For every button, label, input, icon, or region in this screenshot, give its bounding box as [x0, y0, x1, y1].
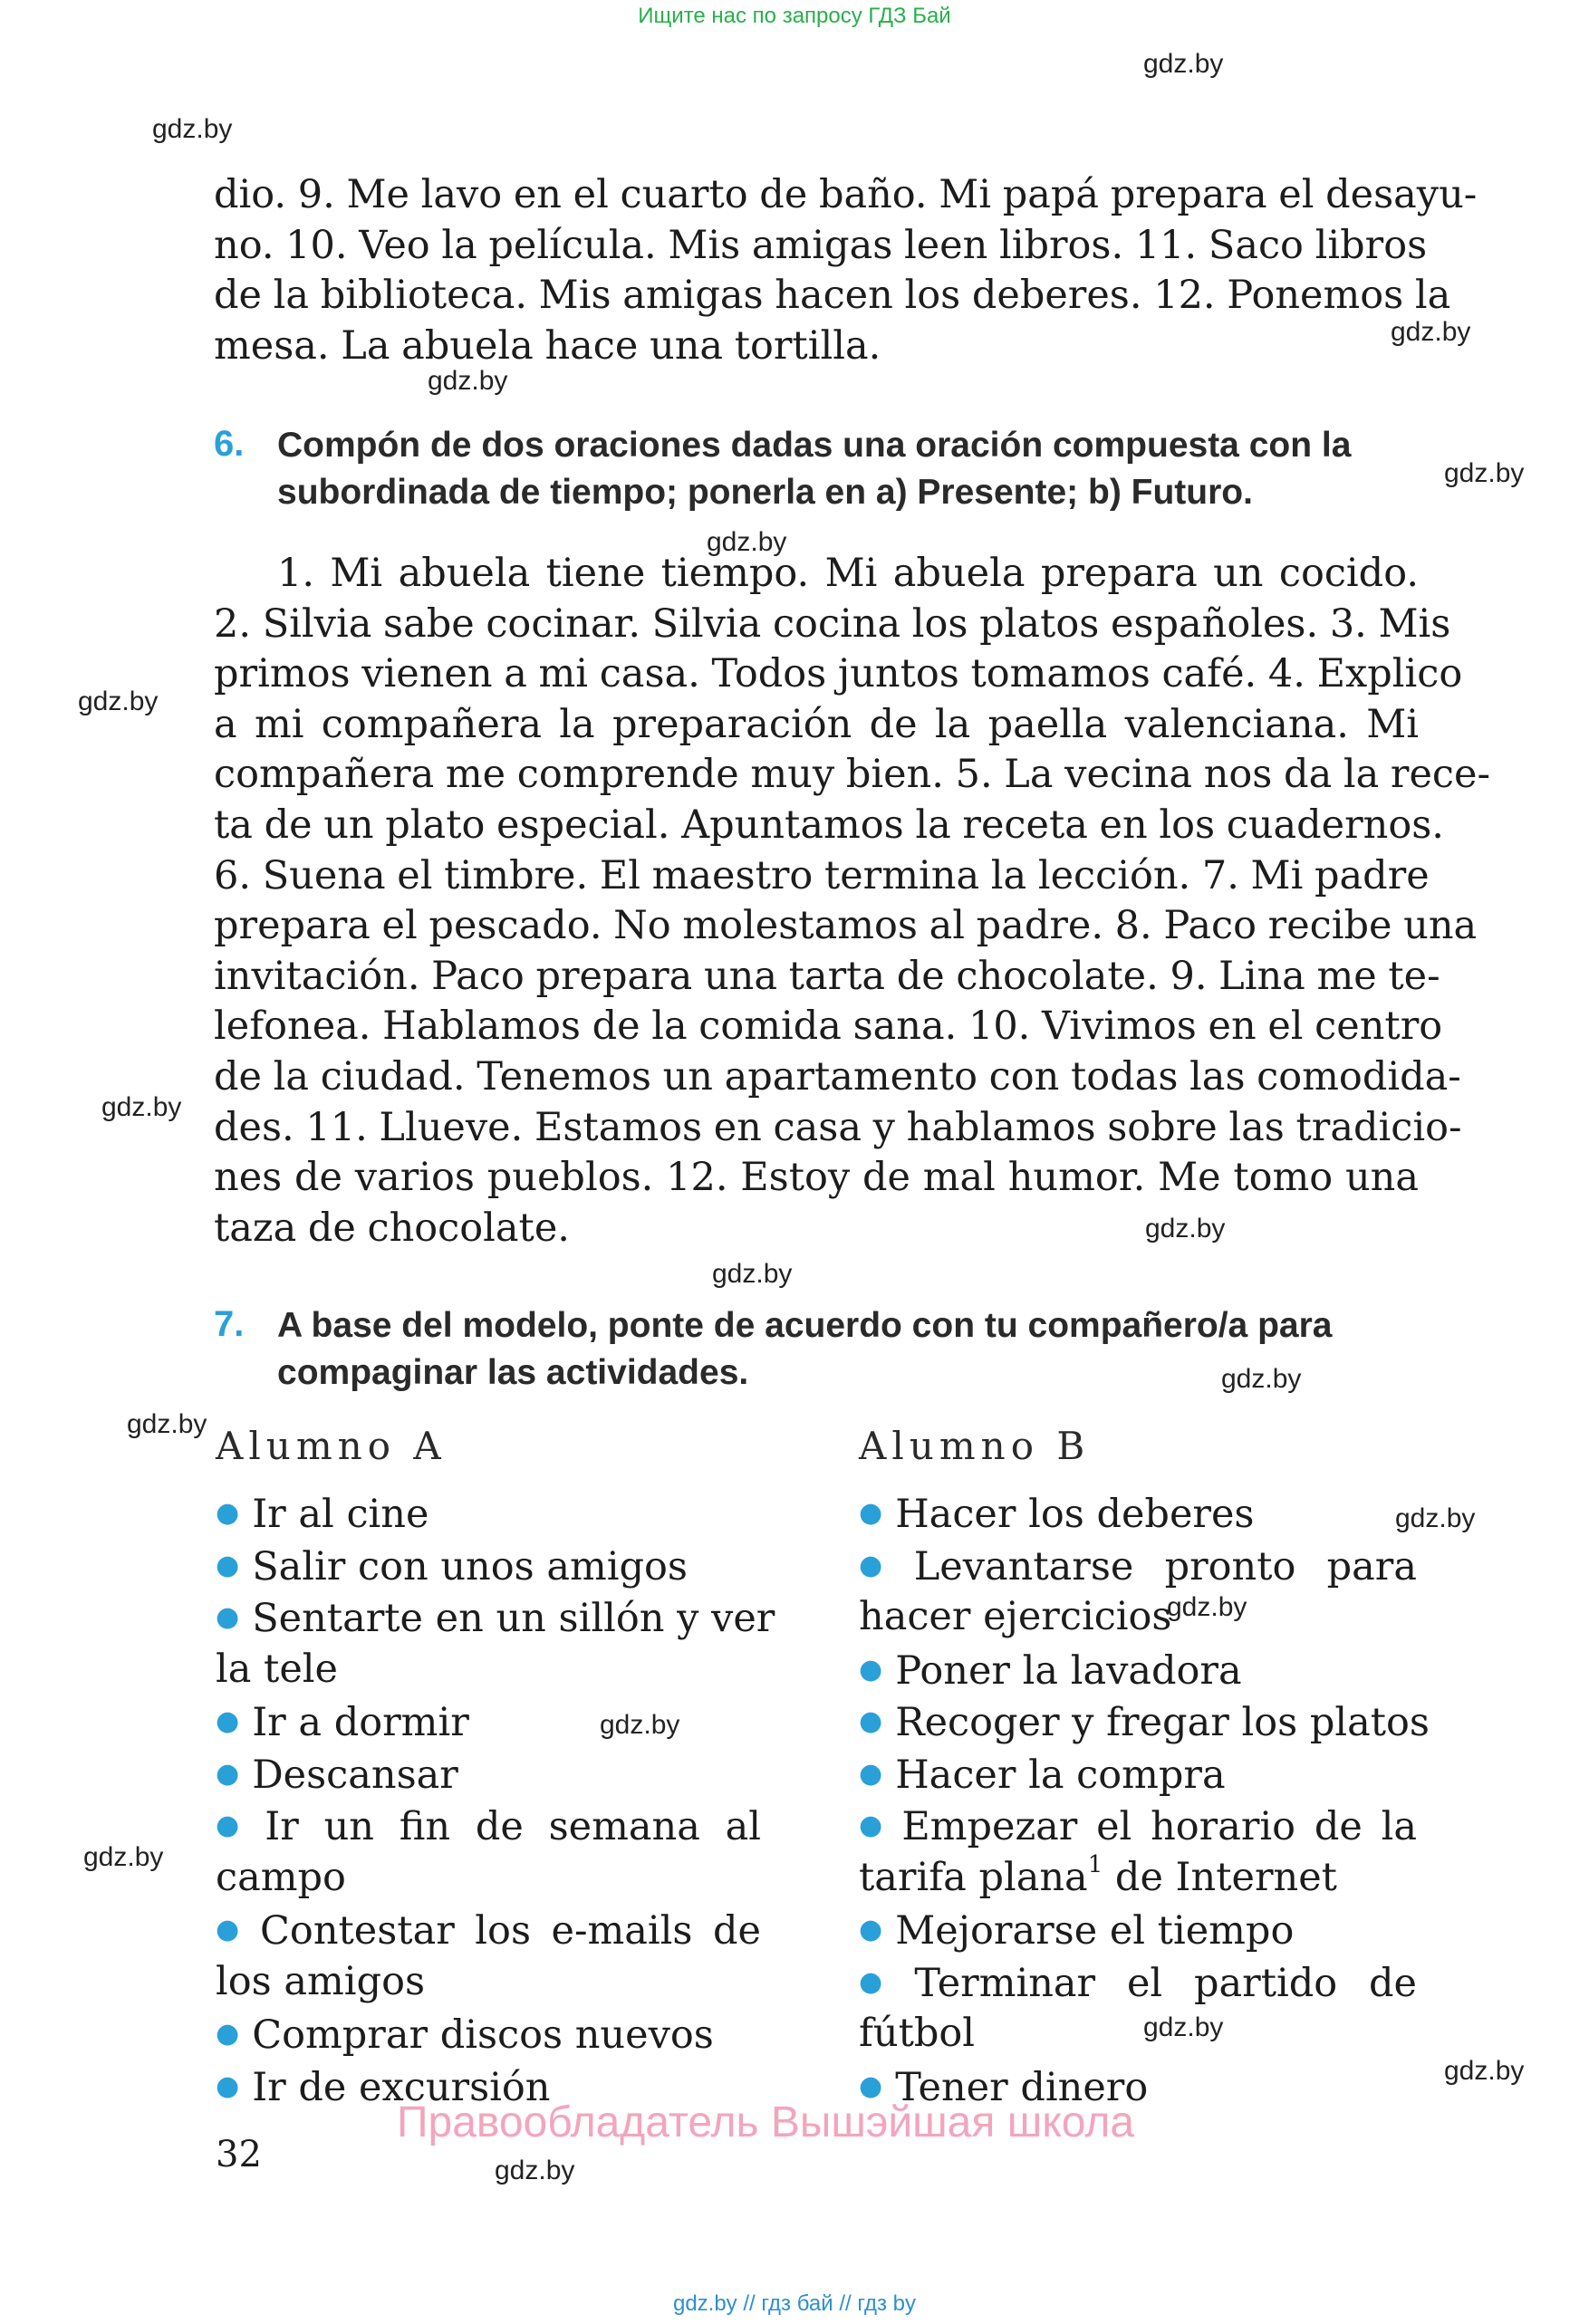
watermark: gdz.by: [101, 1092, 182, 1122]
list-item-text: Descansar: [252, 1752, 458, 1798]
exercise-6-body: [214, 549, 1490, 1253]
column-b-heading: Alumno B: [859, 1424, 1091, 1468]
text-line: mesa. La abuela hace una tortilla.: [214, 322, 881, 369]
list-item: [216, 1904, 761, 1956]
list-item: [859, 2008, 1417, 2060]
watermark: gdz.by: [1143, 2012, 1224, 2042]
bullet-icon: ●: [859, 1914, 883, 1945]
column-a-heading: Alumno A: [216, 1424, 447, 1468]
exercise-6-number: 6.: [214, 424, 245, 464]
watermark: gdz.by: [428, 366, 508, 396]
list-item-text: Ir un fin de semana al: [265, 1804, 761, 1849]
text-line: 6. Suena el timbre. El maestro termina la lección. 7. Mi padre: [214, 852, 1430, 898]
list-item: [859, 1800, 1417, 1852]
list-item-text: Tener dinero: [895, 2064, 1149, 2110]
bullet-icon: ●: [859, 2070, 883, 2102]
watermark: gdz.by: [1444, 458, 1525, 488]
column-b-list: [859, 1487, 1430, 2112]
list-item-text: los amigos: [216, 1958, 426, 2004]
watermark: gdz.by: [1167, 1592, 1247, 1622]
bullet-icon: ●: [216, 1705, 240, 1737]
bullet-icon: ●: [216, 1810, 253, 1841]
list-item-text: Mejorarse el tiempo: [895, 1908, 1295, 1954]
list-item-text: Salir con unos amigos: [252, 1543, 688, 1589]
top-banner: Ищите нас по запросу ГДЗ Бай: [638, 4, 951, 28]
title-line: subordinada de tiempo; ponerla en a) Presente; b) Futuro.: [277, 473, 1253, 512]
bottom-banner: gdz.by // гдз бай // гдз by: [672, 2291, 917, 2316]
bullet-icon: ●: [216, 1914, 248, 1945]
text-line: prepara el pescado. No molestamos al padre. 8. Paco recibe una: [214, 903, 1478, 949]
watermark: gdz.by: [1395, 1503, 1476, 1533]
list-item: [859, 1956, 1417, 2009]
watermark: gdz.by: [495, 2156, 575, 2185]
bullet-icon: ●: [859, 1705, 883, 1737]
list-item-text: fútbol: [859, 2011, 976, 2056]
text-line: compañera me comprende muy bien. 5. La vecina nos da la rece-: [214, 752, 1490, 798]
list-item-text: Sentarte en un sillón y ver: [252, 1596, 775, 1641]
text-line: primos vienen a mi casa. Todos juntos tomamos café. 4. Explico: [214, 651, 1463, 697]
list-item-text: Recoger y fregar los platos: [895, 1700, 1430, 1745]
watermark: gdz.by: [1391, 317, 1471, 347]
text-line: ta de un plato especial. Apuntamos la receta en los cuadernos.: [214, 802, 1444, 848]
text-line: 1. Mi abuela tiene tiempo. Mi abuela prepara un cocido.: [277, 551, 1419, 596]
bullet-icon: ●: [216, 1549, 240, 1581]
title-line: compaginar las actividades.: [277, 1353, 749, 1392]
watermark: gdz.by: [712, 1259, 793, 1289]
list-item-text: Comprar discos nuevos: [252, 2012, 714, 2058]
bullet-icon: ●: [216, 1497, 240, 1529]
exercise-7-number: 7.: [214, 1304, 245, 1344]
bullet-icon: ●: [216, 2070, 240, 2102]
bullet-icon: ●: [216, 1601, 240, 1633]
bullet-icon: ●: [859, 1965, 902, 1998]
list-item-text: de Internet: [1103, 1854, 1337, 1900]
column-a-list: [216, 1487, 775, 2112]
list-item-text: Empezar el horario de la: [901, 1804, 1417, 1849]
list-item-text: Ir al cine: [252, 1492, 429, 1537]
list-item: [859, 1904, 1417, 1956]
list-item-text: Levantarse pronto para: [913, 1543, 1417, 1589]
list-item-text: Ir a dormir: [252, 1700, 469, 1745]
watermark: gdz.by: [1221, 1364, 1302, 1394]
watermark: gdz.by: [600, 1710, 680, 1740]
bullet-icon: ●: [216, 1757, 240, 1790]
text-line: de la biblioteca. Mis amigas hacen los deberes. 12. Ponemos la: [214, 273, 1451, 319]
list-item-text: Hacer los deberes: [895, 1492, 1255, 1537]
bullet-icon: ●: [859, 1497, 883, 1529]
watermark: gdz.by: [1143, 49, 1224, 79]
list-item-text: hacer ejercicios: [859, 1594, 1172, 1639]
bullet-icon: ●: [859, 1810, 890, 1841]
list-item: [859, 1695, 1430, 1748]
list-item: [216, 1591, 775, 1644]
list-item: [859, 1748, 1417, 1801]
text-line: des. 11. Llueve. Estamos en casa y hablamos sobre las tradicio-: [214, 1104, 1462, 1150]
page-number: 32: [216, 2134, 262, 2175]
list-item: [216, 1800, 761, 1852]
watermark: gdz.by: [1444, 2056, 1525, 2086]
watermark: gdz.by: [83, 1842, 164, 1872]
list-item: [216, 1487, 761, 1540]
bullet-icon: ●: [859, 1653, 883, 1685]
text-line: nes de varios pueblos. 12. Estoy de mal humor. Me tomo una: [214, 1155, 1419, 1201]
watermark: gdz.by: [127, 1409, 207, 1439]
list-item: [216, 1540, 761, 1592]
watermark: gdz.by: [152, 114, 233, 144]
exercise-7-title: [277, 1302, 1332, 1397]
list-item: [216, 1852, 761, 1905]
list-item: [216, 1695, 761, 1748]
list-item: [859, 1591, 1417, 1644]
rights-notice: Правообладатель Вышэйшая школа: [397, 2098, 1135, 2146]
text-line: no. 10. Veo la película. Mis amigas leen libros. 11. Saco libros: [214, 222, 1428, 268]
watermark: gdz.by: [1145, 1214, 1226, 1244]
footnote-marker: 1: [1087, 1850, 1103, 1878]
title-line: Compón de dos oraciones dadas una oración compuesta con la: [277, 426, 1352, 465]
exercise-6-title: [277, 422, 1351, 516]
list-item-text: campo: [216, 1854, 346, 1900]
list-item-text: Terminar el partido de: [914, 1960, 1417, 2006]
text-line: a mi compañera la preparación de la paella valenciana. Mi: [214, 701, 1419, 747]
bullet-icon: ●: [216, 2018, 240, 2050]
bullet-icon: ●: [859, 1549, 901, 1581]
list-item: [859, 1487, 1417, 1540]
list-item-text: Poner la lavadora: [895, 1647, 1242, 1694]
bullet-icon: ●: [859, 1757, 883, 1790]
title-line: A base del modelo, ponte de acuerdo con tu compañero/a para: [277, 1306, 1333, 1345]
list-item: [216, 1956, 761, 2009]
list-item-text: Ir de excursión: [252, 2064, 551, 2110]
text-line: de la ciudad. Tenemos un apartamento con todas las comodida-: [214, 1053, 1461, 1100]
list-item-text: la tele: [216, 1646, 338, 1692]
list-item-text: tarifa plana: [859, 1854, 1088, 1900]
list-item: [216, 2008, 761, 2060]
list-item: [859, 1852, 1417, 1905]
text-line: lefonea. Hablamos de la comida sana. 10. Vivimos en el centro: [214, 1004, 1443, 1050]
list-item: [216, 1748, 761, 1801]
text-line: 2. Silvia sabe cocinar. Silvia cocina los platos españoles. 3. Mis: [214, 600, 1451, 647]
text-line: taza de chocolate.: [214, 1205, 570, 1251]
list-item: [859, 1644, 1417, 1696]
list-item-text: Hacer la compra: [895, 1752, 1226, 1798]
watermark: gdz.by: [707, 527, 787, 557]
list-item: [859, 1540, 1417, 1592]
text-line: dio. 9. Me lavo en el cuarto de baño. Mi papá prepara el desayu-: [214, 172, 1478, 217]
watermark: gdz.by: [78, 687, 159, 716]
text-line: invitación. Paco prepara una tarta de chocolate. 9. Lina me te-: [214, 953, 1440, 999]
list-item-text: Contestar los e-mails de: [260, 1908, 761, 1954]
list-item: [216, 1644, 761, 1696]
